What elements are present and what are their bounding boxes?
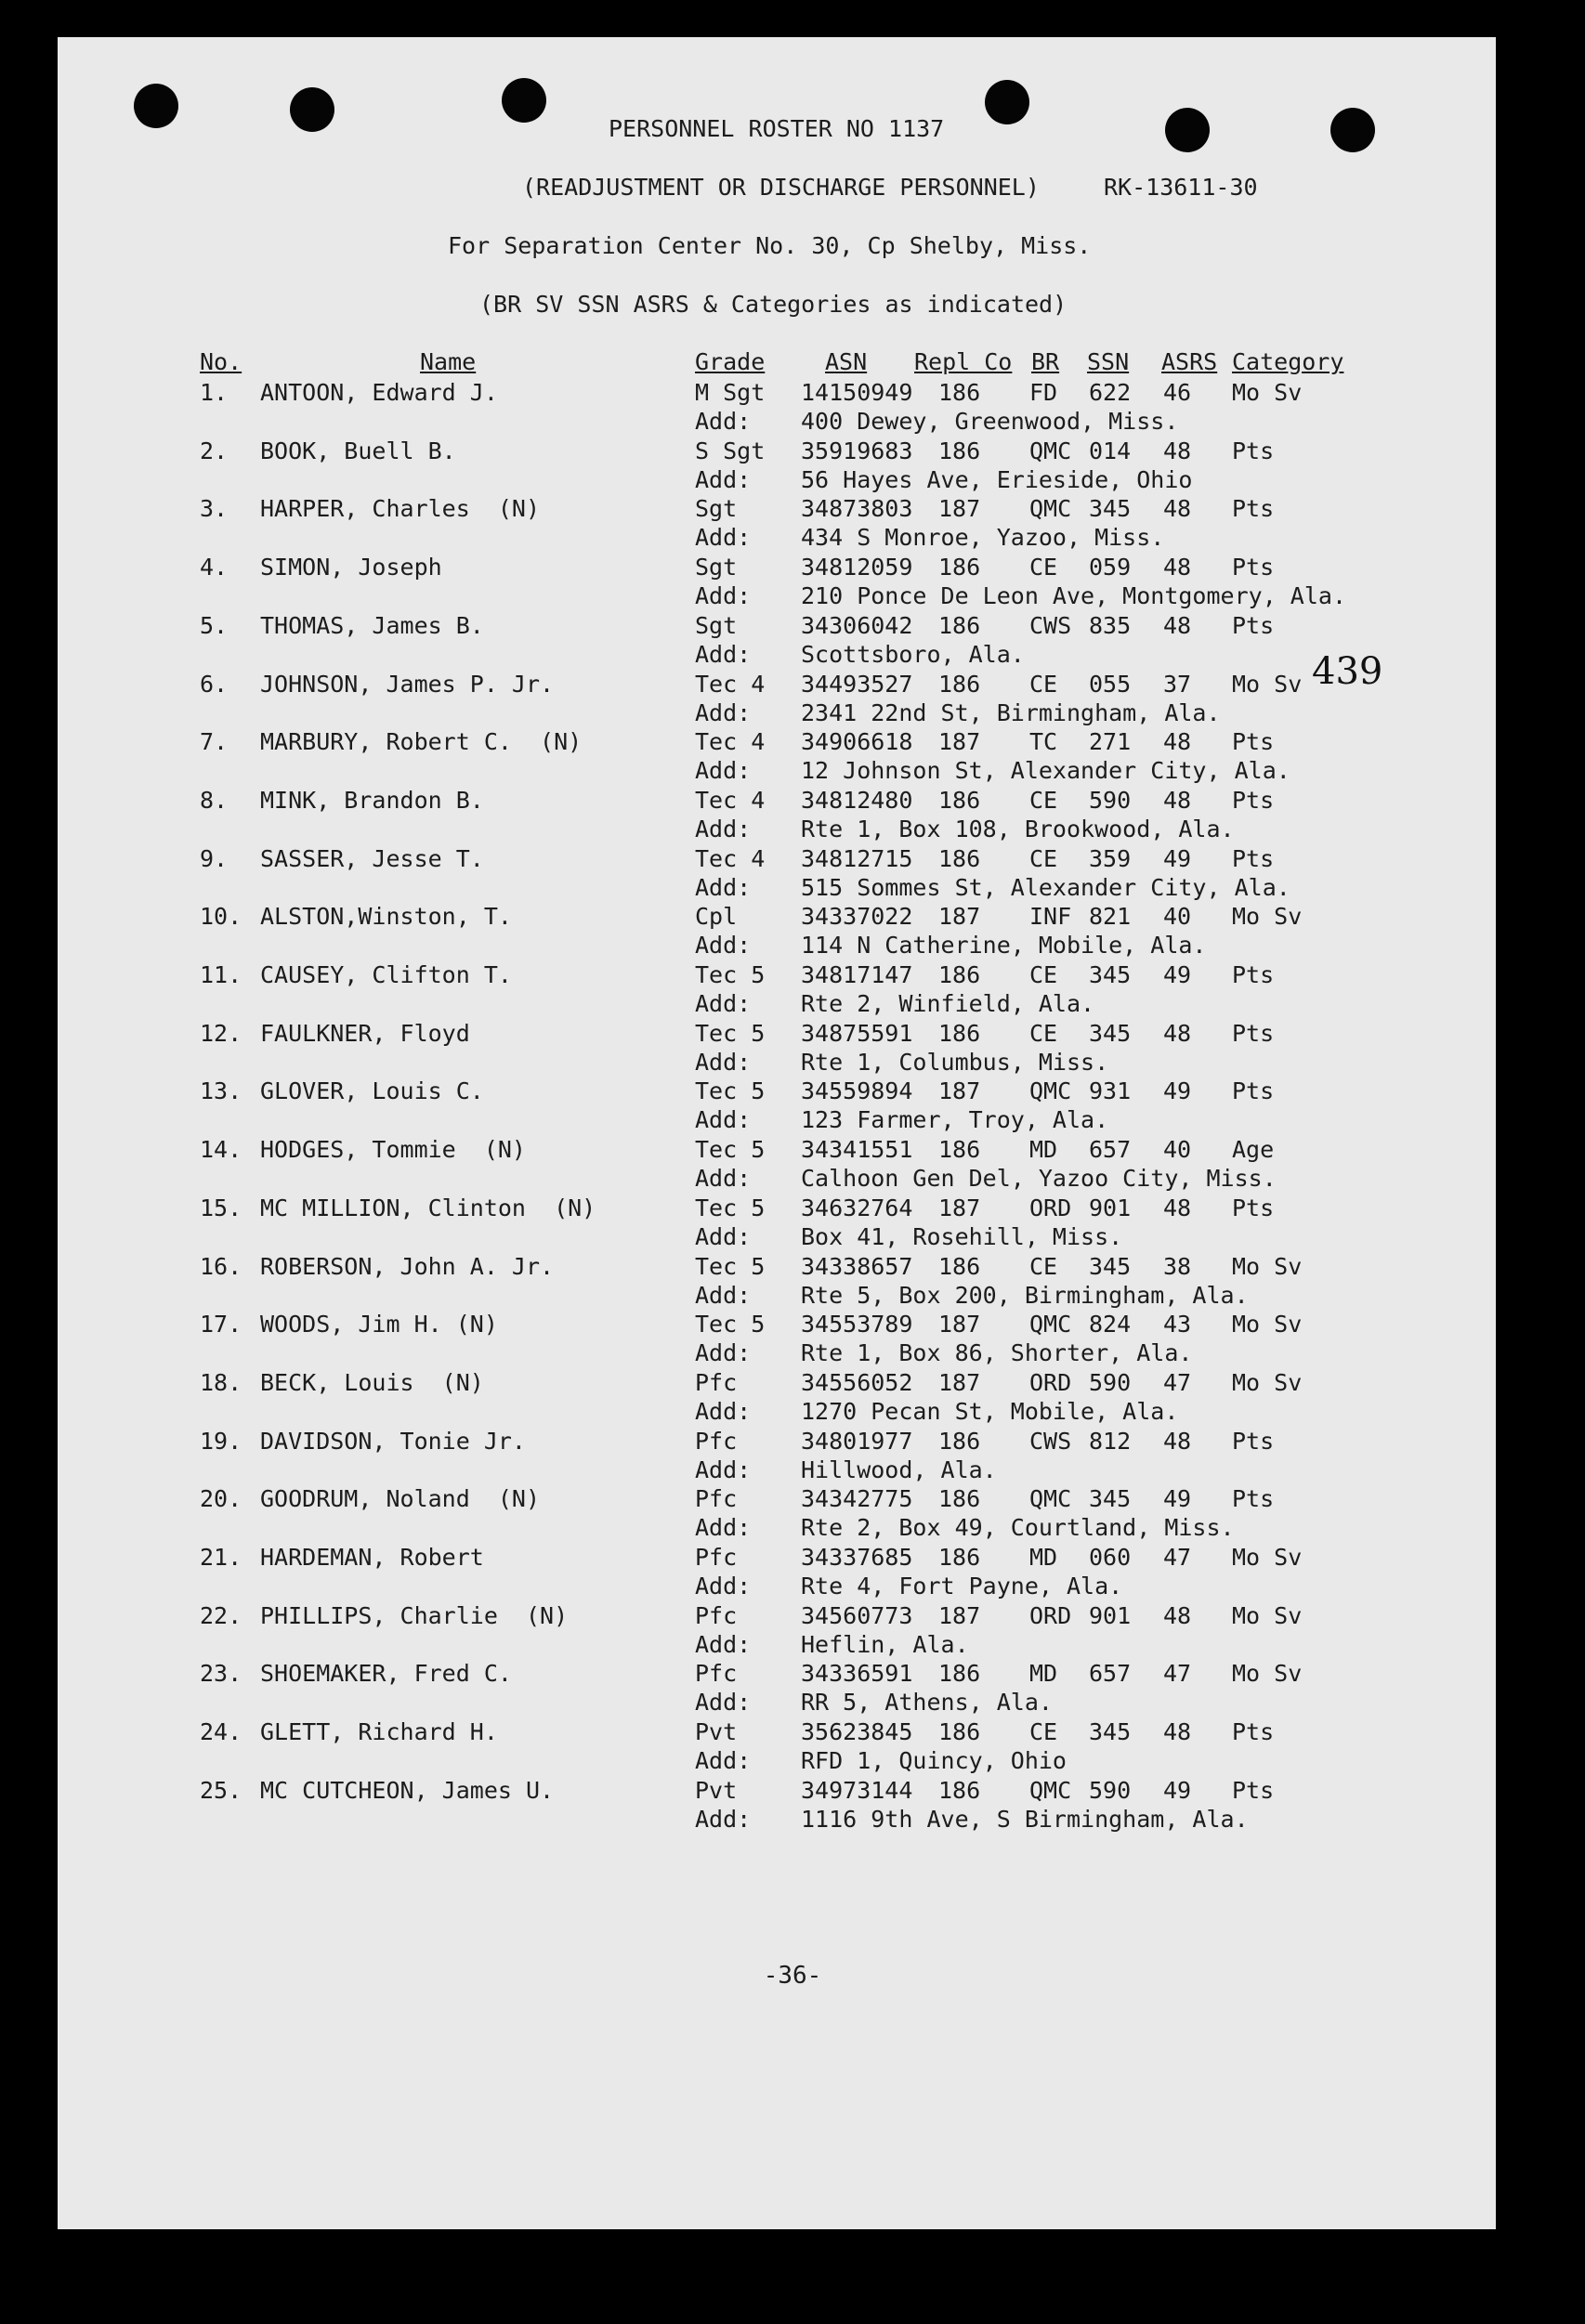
row-category: Pts bbox=[1232, 1019, 1275, 1047]
row-ssn: 059 bbox=[1089, 554, 1132, 581]
row-name: ANTOON, Edward J. bbox=[260, 379, 498, 406]
row-repl-co: 186 bbox=[938, 1485, 981, 1513]
row-number: 2. bbox=[200, 437, 229, 464]
row-address-label: Add: bbox=[695, 815, 752, 842]
row-branch: CE bbox=[1029, 961, 1058, 988]
row-number: 18. bbox=[200, 1368, 242, 1396]
row-asrs: 48 bbox=[1163, 437, 1192, 464]
row-repl-co: 186 bbox=[938, 1776, 981, 1804]
row-name: SHOEMAKER, Fred C. bbox=[260, 1660, 512, 1688]
row-number: 1. bbox=[200, 379, 229, 406]
row-grade: Pfc bbox=[695, 1601, 738, 1629]
row-branch: CE bbox=[1029, 1252, 1058, 1280]
row-category: Age bbox=[1232, 1136, 1275, 1164]
row-name: HODGES, Tommie (N) bbox=[260, 1136, 526, 1164]
row-grade: Tec 4 bbox=[695, 844, 766, 872]
row-address-label: Add: bbox=[695, 1165, 752, 1193]
row-asrs: 49 bbox=[1163, 1776, 1192, 1804]
row-branch: INF bbox=[1029, 903, 1072, 931]
punch-hole-icon bbox=[985, 80, 1029, 124]
row-number: 8. bbox=[200, 786, 229, 814]
row-repl-co: 186 bbox=[938, 379, 981, 406]
row-address-label: Add: bbox=[695, 408, 752, 435]
row-asrs: 43 bbox=[1163, 1311, 1192, 1338]
row-branch: CE bbox=[1029, 786, 1058, 814]
row-branch: QMC bbox=[1029, 1311, 1072, 1338]
row-category: Pts bbox=[1232, 844, 1275, 872]
row-name: BECK, Louis (N) bbox=[260, 1368, 484, 1396]
row-number: 14. bbox=[200, 1136, 242, 1164]
row-address: Rte 2, Winfield, Ala. bbox=[801, 990, 1095, 1017]
row-ssn: 901 bbox=[1089, 1601, 1132, 1629]
roster-title: PERSONNEL ROSTER NO 1137 bbox=[609, 115, 945, 142]
col-header-br: BR bbox=[1031, 348, 1060, 375]
row-address: RFD 1, Quincy, Ohio bbox=[801, 1747, 1067, 1775]
row-address: 210 Ponce De Leon Ave, Montgomery, Ala. bbox=[801, 582, 1346, 610]
row-name: MC MILLION, Clinton (N) bbox=[260, 1194, 596, 1221]
row-category: Mo Sv bbox=[1232, 903, 1303, 931]
row-repl-co: 187 bbox=[938, 1194, 981, 1221]
row-name: WOODS, Jim H. (N) bbox=[260, 1311, 498, 1338]
row-ssn: 590 bbox=[1089, 786, 1132, 814]
row-branch: TC bbox=[1029, 728, 1058, 756]
row-address: 2341 22nd St, Birmingham, Ala. bbox=[801, 699, 1221, 726]
row-category: Pts bbox=[1232, 728, 1275, 756]
row-category: Pts bbox=[1232, 495, 1275, 523]
row-address: 1270 Pecan St, Mobile, Ala. bbox=[801, 1397, 1179, 1425]
row-repl-co: 186 bbox=[938, 554, 981, 581]
row-asrs: 37 bbox=[1163, 670, 1192, 698]
row-ssn: 901 bbox=[1089, 1194, 1132, 1221]
row-asn: 34875591 bbox=[801, 1019, 913, 1047]
row-ssn: 014 bbox=[1089, 437, 1132, 464]
row-grade: Tec 4 bbox=[695, 786, 766, 814]
row-category: Mo Sv bbox=[1232, 1368, 1303, 1396]
row-asrs: 48 bbox=[1163, 1601, 1192, 1629]
row-category: Pts bbox=[1232, 611, 1275, 639]
row-category: Mo Sv bbox=[1232, 1311, 1303, 1338]
row-asn: 34336591 bbox=[801, 1660, 913, 1688]
row-address: Rte 4, Fort Payne, Ala. bbox=[801, 1573, 1123, 1599]
row-repl-co: 186 bbox=[938, 1544, 981, 1571]
row-grade: Tec 5 bbox=[695, 1311, 766, 1338]
row-asn: 34906618 bbox=[801, 728, 913, 756]
row-ssn: 657 bbox=[1089, 1660, 1132, 1688]
category-note: (BR SV SSN ASRS & Categories as indicated) bbox=[479, 291, 1068, 318]
row-category: Mo Sv bbox=[1232, 1601, 1303, 1629]
row-category: Mo Sv bbox=[1232, 379, 1303, 406]
row-address: Rte 5, Box 200, Birmingham, Ala. bbox=[801, 1281, 1249, 1309]
row-asrs: 47 bbox=[1163, 1660, 1192, 1688]
row-address-label: Add: bbox=[695, 1222, 752, 1250]
row-grade: S Sgt bbox=[695, 437, 766, 464]
row-address: 114 N Catherine, Mobile, Ala. bbox=[801, 932, 1207, 960]
row-number: 12. bbox=[200, 1019, 242, 1047]
row-grade: M Sgt bbox=[695, 379, 766, 406]
handwritten-stamp-number: 439 bbox=[1312, 650, 1383, 693]
row-number: 5. bbox=[200, 611, 229, 639]
row-address-label: Add: bbox=[695, 1689, 752, 1717]
row-asn: 34337022 bbox=[801, 903, 913, 931]
row-address: Rte 1, Box 108, Brookwood, Ala. bbox=[801, 815, 1235, 842]
row-address-label: Add: bbox=[695, 640, 752, 668]
row-address-label: Add: bbox=[695, 524, 752, 552]
row-ssn: 622 bbox=[1089, 379, 1132, 406]
row-branch: CE bbox=[1029, 670, 1058, 698]
row-branch: CE bbox=[1029, 1019, 1058, 1047]
row-ssn: 345 bbox=[1089, 495, 1132, 523]
row-name: MC CUTCHEON, James U. bbox=[260, 1776, 555, 1804]
row-number: 7. bbox=[200, 728, 229, 756]
row-name: JOHNSON, James P. Jr. bbox=[260, 670, 555, 698]
row-branch: CWS bbox=[1029, 1427, 1072, 1455]
col-header-repl: Repl Co bbox=[914, 348, 1013, 375]
row-asrs: 48 bbox=[1163, 1019, 1192, 1047]
row-name: BOOK, Buell B. bbox=[260, 437, 456, 464]
row-grade: Pfc bbox=[695, 1544, 738, 1571]
row-asrs: 47 bbox=[1163, 1368, 1192, 1396]
row-asn: 34812480 bbox=[801, 786, 913, 814]
row-address-label: Add: bbox=[695, 990, 752, 1017]
row-category: Pts bbox=[1232, 961, 1275, 988]
row-ssn: 345 bbox=[1089, 1019, 1132, 1047]
row-address-label: Add: bbox=[695, 873, 752, 901]
row-asrs: 49 bbox=[1163, 961, 1192, 988]
row-asn: 34553789 bbox=[801, 1311, 913, 1338]
row-repl-co: 186 bbox=[938, 1718, 981, 1746]
row-repl-co: 186 bbox=[938, 670, 981, 698]
row-name: GLOVER, Louis C. bbox=[260, 1077, 484, 1105]
row-grade: Pfc bbox=[695, 1368, 738, 1396]
row-grade: Pvt bbox=[695, 1718, 738, 1746]
row-address: 400 Dewey, Greenwood, Miss. bbox=[801, 408, 1179, 435]
row-ssn: 835 bbox=[1089, 611, 1132, 639]
row-asrs: 38 bbox=[1163, 1252, 1192, 1280]
row-branch: CE bbox=[1029, 844, 1058, 872]
row-asrs: 49 bbox=[1163, 844, 1192, 872]
row-grade: Tec 5 bbox=[695, 1194, 766, 1221]
row-address: Rte 1, Box 86, Shorter, Ala. bbox=[801, 1339, 1193, 1367]
row-repl-co: 186 bbox=[938, 961, 981, 988]
row-grade: Tec 4 bbox=[695, 670, 766, 698]
row-number: 19. bbox=[200, 1427, 242, 1455]
col-header-asrs: ASRS bbox=[1161, 348, 1218, 375]
row-grade: Tec 5 bbox=[695, 1252, 766, 1280]
row-repl-co: 186 bbox=[938, 1019, 981, 1047]
row-category: Mo Sv bbox=[1232, 670, 1303, 698]
col-header-grade: Grade bbox=[695, 348, 766, 375]
row-number: 25. bbox=[200, 1776, 242, 1804]
row-address: RR 5, Athens, Ala. bbox=[801, 1689, 1053, 1717]
row-asrs: 40 bbox=[1163, 903, 1192, 931]
col-header-ssn: SSN bbox=[1087, 348, 1130, 375]
roster-reference: RK-13611-30 bbox=[1104, 174, 1258, 201]
row-asrs: 48 bbox=[1163, 495, 1192, 523]
row-branch: QMC bbox=[1029, 437, 1072, 464]
row-name: ROBERSON, John A. Jr. bbox=[260, 1252, 555, 1280]
row-address: 56 Hayes Ave, Erieside, Ohio bbox=[801, 465, 1193, 493]
row-address-label: Add: bbox=[695, 1805, 752, 1833]
row-asrs: 48 bbox=[1163, 728, 1192, 756]
row-address: 434 S Monroe, Yazoo, Miss. bbox=[801, 524, 1165, 552]
row-name: SIMON, Joseph bbox=[260, 554, 442, 581]
row-ssn: 345 bbox=[1089, 1252, 1132, 1280]
row-ssn: 271 bbox=[1089, 728, 1132, 756]
row-asn: 34973144 bbox=[801, 1776, 913, 1804]
row-branch: ORD bbox=[1029, 1368, 1072, 1396]
row-name: CAUSEY, Clifton T. bbox=[260, 961, 512, 988]
row-repl-co: 186 bbox=[938, 1427, 981, 1455]
row-name: GLETT, Richard H. bbox=[260, 1718, 498, 1746]
row-address-label: Add: bbox=[695, 1048, 752, 1076]
row-branch: ORD bbox=[1029, 1194, 1072, 1221]
row-asn: 35623845 bbox=[801, 1718, 913, 1746]
row-number: 22. bbox=[200, 1601, 242, 1629]
row-grade: Pfc bbox=[695, 1485, 738, 1513]
row-address: Scottsboro, Ala. bbox=[801, 640, 1025, 668]
row-asn: 34812059 bbox=[801, 554, 913, 581]
col-header-name: Name bbox=[420, 348, 477, 375]
row-name: MARBURY, Robert C. (N) bbox=[260, 728, 583, 756]
row-asrs: 48 bbox=[1163, 611, 1192, 639]
punch-hole-icon bbox=[134, 84, 178, 128]
row-asrs: 48 bbox=[1163, 786, 1192, 814]
row-address-label: Add: bbox=[695, 582, 752, 610]
roster-subtitle: (READJUSTMENT OR DISCHARGE PERSONNEL) bbox=[522, 174, 1040, 201]
row-grade: Pvt bbox=[695, 1776, 738, 1804]
row-branch: MD bbox=[1029, 1136, 1058, 1164]
row-number: 13. bbox=[200, 1077, 242, 1105]
row-grade: Tec 5 bbox=[695, 1077, 766, 1105]
row-number: 6. bbox=[200, 670, 229, 698]
row-address-label: Add: bbox=[695, 1456, 752, 1483]
row-asn: 34559894 bbox=[801, 1077, 913, 1105]
row-number: 11. bbox=[200, 961, 242, 988]
row-grade: Pfc bbox=[695, 1660, 738, 1688]
row-repl-co: 186 bbox=[938, 1252, 981, 1280]
row-asn: 34812715 bbox=[801, 844, 913, 872]
punch-hole-icon bbox=[502, 78, 546, 123]
row-ssn: 812 bbox=[1089, 1427, 1132, 1455]
row-branch: CWS bbox=[1029, 611, 1072, 639]
row-name: HARPER, Charles (N) bbox=[260, 495, 541, 523]
row-address: 123 Farmer, Troy, Ala. bbox=[801, 1106, 1109, 1134]
row-branch: CE bbox=[1029, 1718, 1058, 1746]
row-address-label: Add: bbox=[695, 465, 752, 493]
row-repl-co: 187 bbox=[938, 1368, 981, 1396]
row-ssn: 345 bbox=[1089, 961, 1132, 988]
separation-center: For Separation Center No. 30, Cp Shelby, Miss. bbox=[448, 232, 1092, 259]
row-repl-co: 186 bbox=[938, 844, 981, 872]
row-asrs: 48 bbox=[1163, 554, 1192, 581]
row-address: Heflin, Ala. bbox=[801, 1630, 969, 1658]
row-grade: Cpl bbox=[695, 903, 738, 931]
row-number: 16. bbox=[200, 1252, 242, 1280]
row-grade: Sgt bbox=[695, 611, 738, 639]
row-grade: Tec 5 bbox=[695, 961, 766, 988]
row-address-label: Add: bbox=[695, 1397, 752, 1425]
row-branch: ORD bbox=[1029, 1601, 1072, 1629]
row-ssn: 055 bbox=[1089, 670, 1132, 698]
col-header-no: No. bbox=[200, 348, 242, 375]
punch-hole-icon bbox=[1165, 108, 1210, 152]
row-address: 12 Johnson St, Alexander City, Ala. bbox=[801, 757, 1290, 785]
row-ssn: 824 bbox=[1089, 1311, 1132, 1338]
row-repl-co: 186 bbox=[938, 1660, 981, 1688]
row-name: PHILLIPS, Charlie (N) bbox=[260, 1601, 569, 1629]
punch-hole-icon bbox=[1330, 108, 1375, 152]
row-address-label: Add: bbox=[695, 1281, 752, 1309]
row-asrs: 48 bbox=[1163, 1718, 1192, 1746]
row-asn: 34341551 bbox=[801, 1136, 913, 1164]
punch-hole-icon bbox=[290, 87, 334, 132]
row-name: GOODRUM, Noland (N) bbox=[260, 1485, 541, 1513]
row-number: 9. bbox=[200, 844, 229, 872]
row-category: Mo Sv bbox=[1232, 1660, 1303, 1688]
row-number: 3. bbox=[200, 495, 229, 523]
row-address-label: Add: bbox=[695, 757, 752, 785]
row-address: 1116 9th Ave, S Birmingham, Ala. bbox=[801, 1805, 1249, 1833]
row-address: 515 Sommes St, Alexander City, Ala. bbox=[801, 873, 1290, 901]
row-category: Pts bbox=[1232, 437, 1275, 464]
row-address-label: Add: bbox=[695, 1106, 752, 1134]
row-address-label: Add: bbox=[695, 1630, 752, 1658]
row-branch: MD bbox=[1029, 1544, 1058, 1571]
row-number: 4. bbox=[200, 554, 229, 581]
row-ssn: 060 bbox=[1089, 1544, 1132, 1571]
row-category: Pts bbox=[1232, 1485, 1275, 1513]
row-address: Rte 1, Columbus, Miss. bbox=[801, 1048, 1109, 1076]
page-number: -36- bbox=[763, 1962, 822, 1990]
row-category: Pts bbox=[1232, 554, 1275, 581]
row-address-label: Add: bbox=[695, 1339, 752, 1367]
row-category: Pts bbox=[1232, 1077, 1275, 1105]
row-number: 21. bbox=[200, 1544, 242, 1571]
row-category: Pts bbox=[1232, 1776, 1275, 1804]
row-asrs: 47 bbox=[1163, 1544, 1192, 1571]
row-address-label: Add: bbox=[695, 932, 752, 960]
row-category: Mo Sv bbox=[1232, 1544, 1303, 1571]
row-address-label: Add: bbox=[695, 1573, 752, 1599]
row-number: 17. bbox=[200, 1311, 242, 1338]
row-address: Box 41, Rosehill, Miss. bbox=[801, 1222, 1123, 1250]
row-branch: FD bbox=[1029, 379, 1058, 406]
row-branch: CE bbox=[1029, 554, 1058, 581]
row-repl-co: 186 bbox=[938, 1136, 981, 1164]
row-branch: QMC bbox=[1029, 495, 1072, 523]
row-asrs: 49 bbox=[1163, 1485, 1192, 1513]
row-repl-co: 186 bbox=[938, 611, 981, 639]
row-repl-co: 187 bbox=[938, 728, 981, 756]
row-asn: 34632764 bbox=[801, 1194, 913, 1221]
row-category: Pts bbox=[1232, 1718, 1275, 1746]
row-name: FAULKNER, Floyd bbox=[260, 1019, 470, 1047]
row-asrs: 48 bbox=[1163, 1194, 1192, 1221]
row-asn: 34342775 bbox=[801, 1485, 913, 1513]
row-number: 15. bbox=[200, 1194, 242, 1221]
row-asn: 34801977 bbox=[801, 1427, 913, 1455]
row-ssn: 590 bbox=[1089, 1368, 1132, 1396]
row-ssn: 657 bbox=[1089, 1136, 1132, 1164]
row-asn: 34817147 bbox=[801, 961, 913, 988]
row-repl-co: 187 bbox=[938, 903, 981, 931]
row-address-label: Add: bbox=[695, 699, 752, 726]
row-ssn: 359 bbox=[1089, 844, 1132, 872]
row-name: MINK, Brandon B. bbox=[260, 786, 484, 814]
row-asn: 34306042 bbox=[801, 611, 913, 639]
row-asn: 34560773 bbox=[801, 1601, 913, 1629]
row-ssn: 821 bbox=[1089, 903, 1132, 931]
row-branch: QMC bbox=[1029, 1776, 1072, 1804]
row-category: Pts bbox=[1232, 1194, 1275, 1221]
row-repl-co: 187 bbox=[938, 495, 981, 523]
row-address-label: Add: bbox=[695, 1747, 752, 1775]
row-repl-co: 187 bbox=[938, 1311, 981, 1338]
row-category: Pts bbox=[1232, 1427, 1275, 1455]
row-repl-co: 186 bbox=[938, 437, 981, 464]
row-name: DAVIDSON, Tonie Jr. bbox=[260, 1427, 526, 1455]
col-header-category: Category bbox=[1232, 348, 1344, 375]
row-branch: QMC bbox=[1029, 1077, 1072, 1105]
row-repl-co: 186 bbox=[938, 786, 981, 814]
row-address: Rte 2, Box 49, Courtland, Miss. bbox=[801, 1514, 1235, 1542]
row-grade: Sgt bbox=[695, 554, 738, 581]
row-name: ALSTON,Winston, T. bbox=[260, 903, 512, 931]
row-name: SASSER, Jesse T. bbox=[260, 844, 484, 872]
row-asn: 35919683 bbox=[801, 437, 913, 464]
row-asrs: 48 bbox=[1163, 1427, 1192, 1455]
col-header-asn: ASN bbox=[825, 348, 868, 375]
row-asrs: 49 bbox=[1163, 1077, 1192, 1105]
row-category: Pts bbox=[1232, 786, 1275, 814]
row-ssn: 590 bbox=[1089, 1776, 1132, 1804]
row-branch: QMC bbox=[1029, 1485, 1072, 1513]
row-asn: 14150949 bbox=[801, 379, 913, 406]
row-repl-co: 187 bbox=[938, 1601, 981, 1629]
row-asn: 34338657 bbox=[801, 1252, 913, 1280]
row-number: 24. bbox=[200, 1718, 242, 1746]
row-name: THOMAS, James B. bbox=[260, 611, 484, 639]
row-address: Calhoon Gen Del, Yazoo City, Miss. bbox=[801, 1165, 1277, 1193]
row-asn: 34337685 bbox=[801, 1544, 913, 1571]
row-number: 20. bbox=[200, 1485, 242, 1513]
row-category: Mo Sv bbox=[1232, 1252, 1303, 1280]
row-asrs: 40 bbox=[1163, 1136, 1192, 1164]
row-asn: 34873803 bbox=[801, 495, 913, 523]
row-repl-co: 187 bbox=[938, 1077, 981, 1105]
row-name: HARDEMAN, Robert bbox=[260, 1544, 484, 1571]
row-asn: 34493527 bbox=[801, 670, 913, 698]
row-grade: Tec 5 bbox=[695, 1136, 766, 1164]
row-address: Hillwood, Ala. bbox=[801, 1456, 997, 1483]
row-ssn: 345 bbox=[1089, 1485, 1132, 1513]
row-asn: 34556052 bbox=[801, 1368, 913, 1396]
row-ssn: 931 bbox=[1089, 1077, 1132, 1105]
row-grade: Pfc bbox=[695, 1427, 738, 1455]
row-branch: MD bbox=[1029, 1660, 1058, 1688]
row-grade: Tec 5 bbox=[695, 1019, 766, 1047]
row-number: 10. bbox=[200, 903, 242, 931]
row-grade: Sgt bbox=[695, 495, 738, 523]
row-number: 23. bbox=[200, 1660, 242, 1688]
row-address-label: Add: bbox=[695, 1514, 752, 1542]
row-ssn: 345 bbox=[1089, 1718, 1132, 1746]
row-asrs: 46 bbox=[1163, 379, 1192, 406]
row-grade: Tec 4 bbox=[695, 728, 766, 756]
